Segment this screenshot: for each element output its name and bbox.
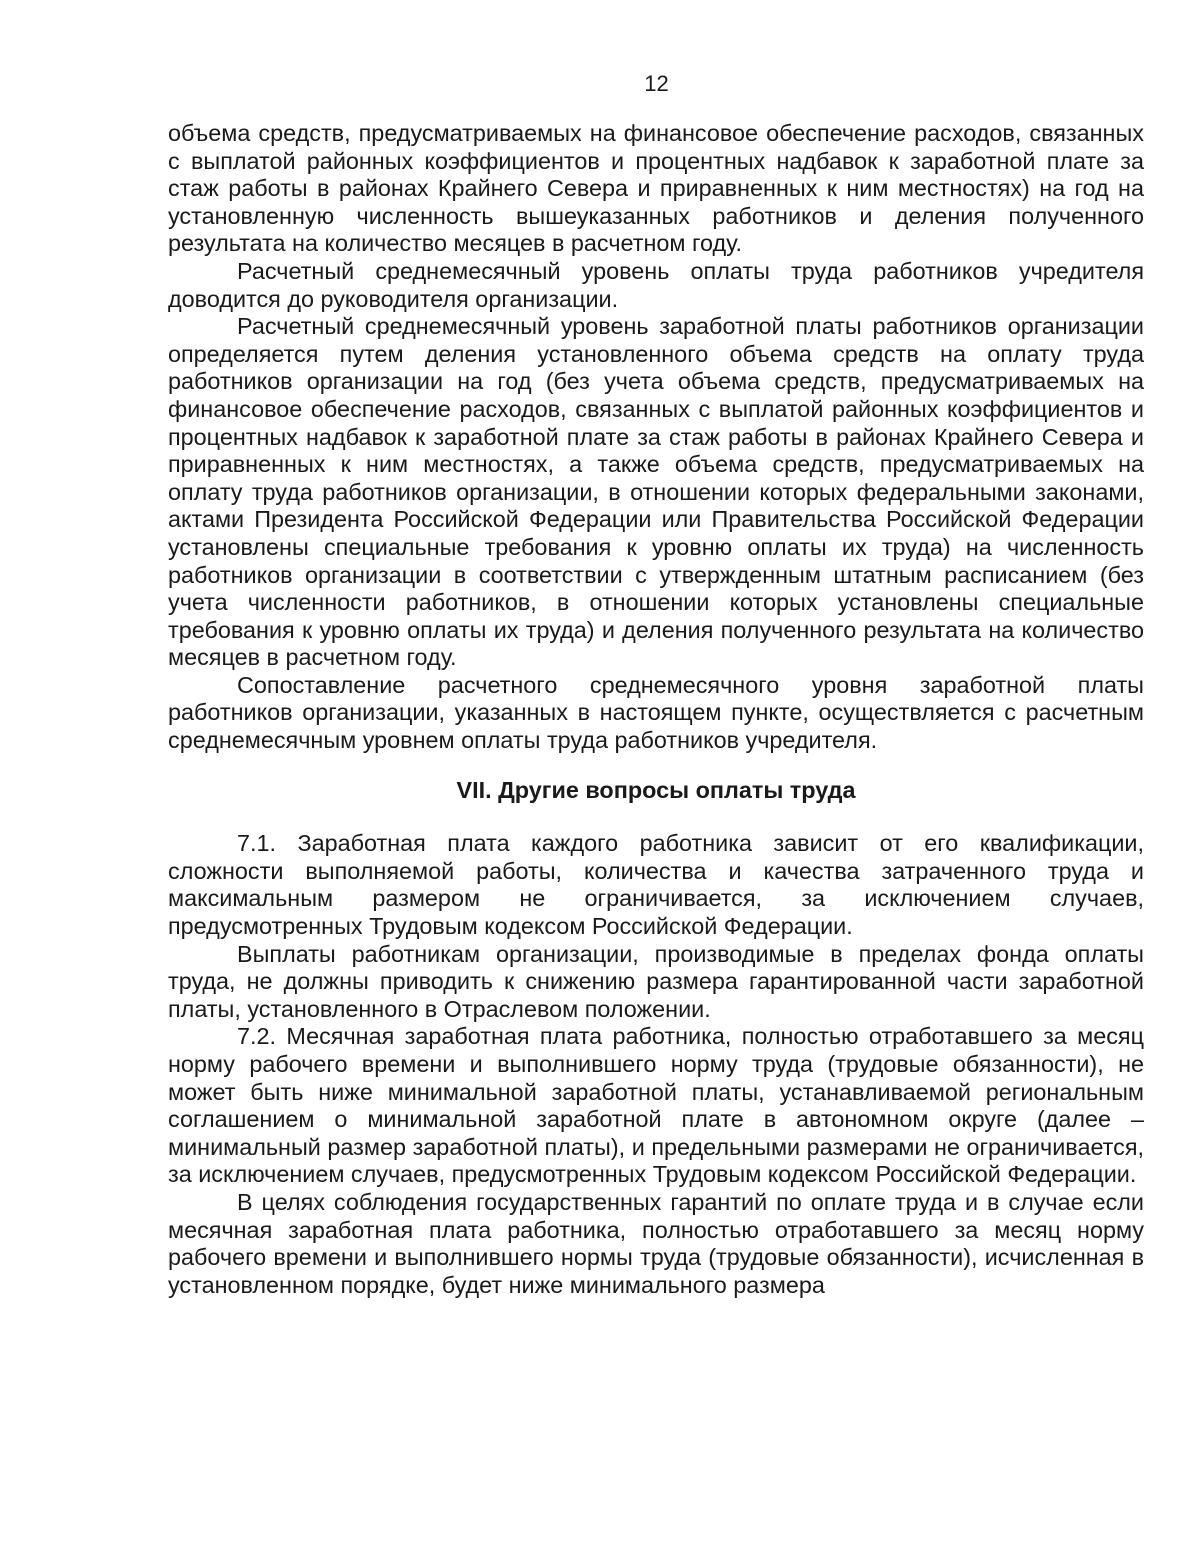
paragraph: 7.1. Заработная плата каждого работника зависит от его квалификации, сложности выполняемой работы, количества и качества затраченного труда и максимальным размером не ограничивается, за исключением случаев, предусмотренных Трудовым кодексом Российской Федерации. — [168, 830, 1144, 940]
paragraph: Расчетный среднемесячный уровень оплаты труда работников учредителя доводится до руководителя организации. — [168, 257, 1144, 312]
section-heading: VII. Другие вопросы оплаты труда — [456, 776, 856, 803]
paragraph-last: В целях соблюдения государственных гарантий по оплате труда и в случае если месячная заработная плата работника, полностью отработавшего за месяц норму рабочего времени и выполнившего нормы труда (трудовые обязанности), исчисленная в установленном порядке, будет ниже минимального размера — [168, 1188, 1144, 1298]
paragraph-continuation: объема средств, предусматриваемых на финансовое обеспечение расходов, связанных с выплатой районных коэффициентов и процентных надбавок к заработной плате за стаж работы в районах Крайнего Севера и приравненных к ним местностях) на год на установленную численность вышеуказанных работников и деления полученного результата на количество месяцев в расчетном году. — [168, 120, 1144, 257]
page-number: 12 — [644, 71, 669, 96]
document-body — [168, 120, 1144, 1299]
paragraph: Расчетный среднемесячный уровень заработной платы работников организации определяется путем деления установленного объема средств на оплату труда работников организации на год (без учета объема средств, предусматриваемых на финансовое обеспечение расходов, связанных с выплатой районных коэффициентов и процентных надбавок к заработной плате за стаж работы в районах Крайнего Севера и приравненных к ним местностях, а также объема средств, предусматриваемых на оплату труда работников организации, в отношении которых федеральными законами, актами Президента Российской Федерации или Правительства Российской Федерации установлены специальные требования к уровню оплаты их труда) на численность работников организации в соответствии с утвержденным штатным расписанием (без учета численности работников, в отношении которых установлены специальные требования к уровню оплаты их труда) и деления полученного результата на количество месяцев в расчетном году. — [168, 313, 1144, 671]
paragraph: Сопоставление расчетного среднемесячного уровня заработной платы работников организации, указанных в настоящем пункте, осуществляется с расчетным среднемесячным уровнем оплаты труда работников учредителя. — [168, 671, 1144, 754]
paragraph: 7.2. Месячная заработная плата работника, полностью отработавшего за месяц норму рабочего времени и выполнившего норму труда (трудовые обязанности), не может быть ниже минимальной заработной платы, устанавливаемой региональным соглашением о минимальной заработной плате в автономном округе (далее – минимальный размер заработной платы), и предельными размерами не ограничивается, за исключением случаев, предусмотренных Трудовым кодексом Российской Федерации. — [168, 1023, 1144, 1188]
paragraph: Выплаты работникам организации, производимые в пределах фонда оплаты труда, не должны приводить к снижению размера гарантированной части заработной платы, установленного в Отраслевом положении. — [168, 940, 1144, 1022]
